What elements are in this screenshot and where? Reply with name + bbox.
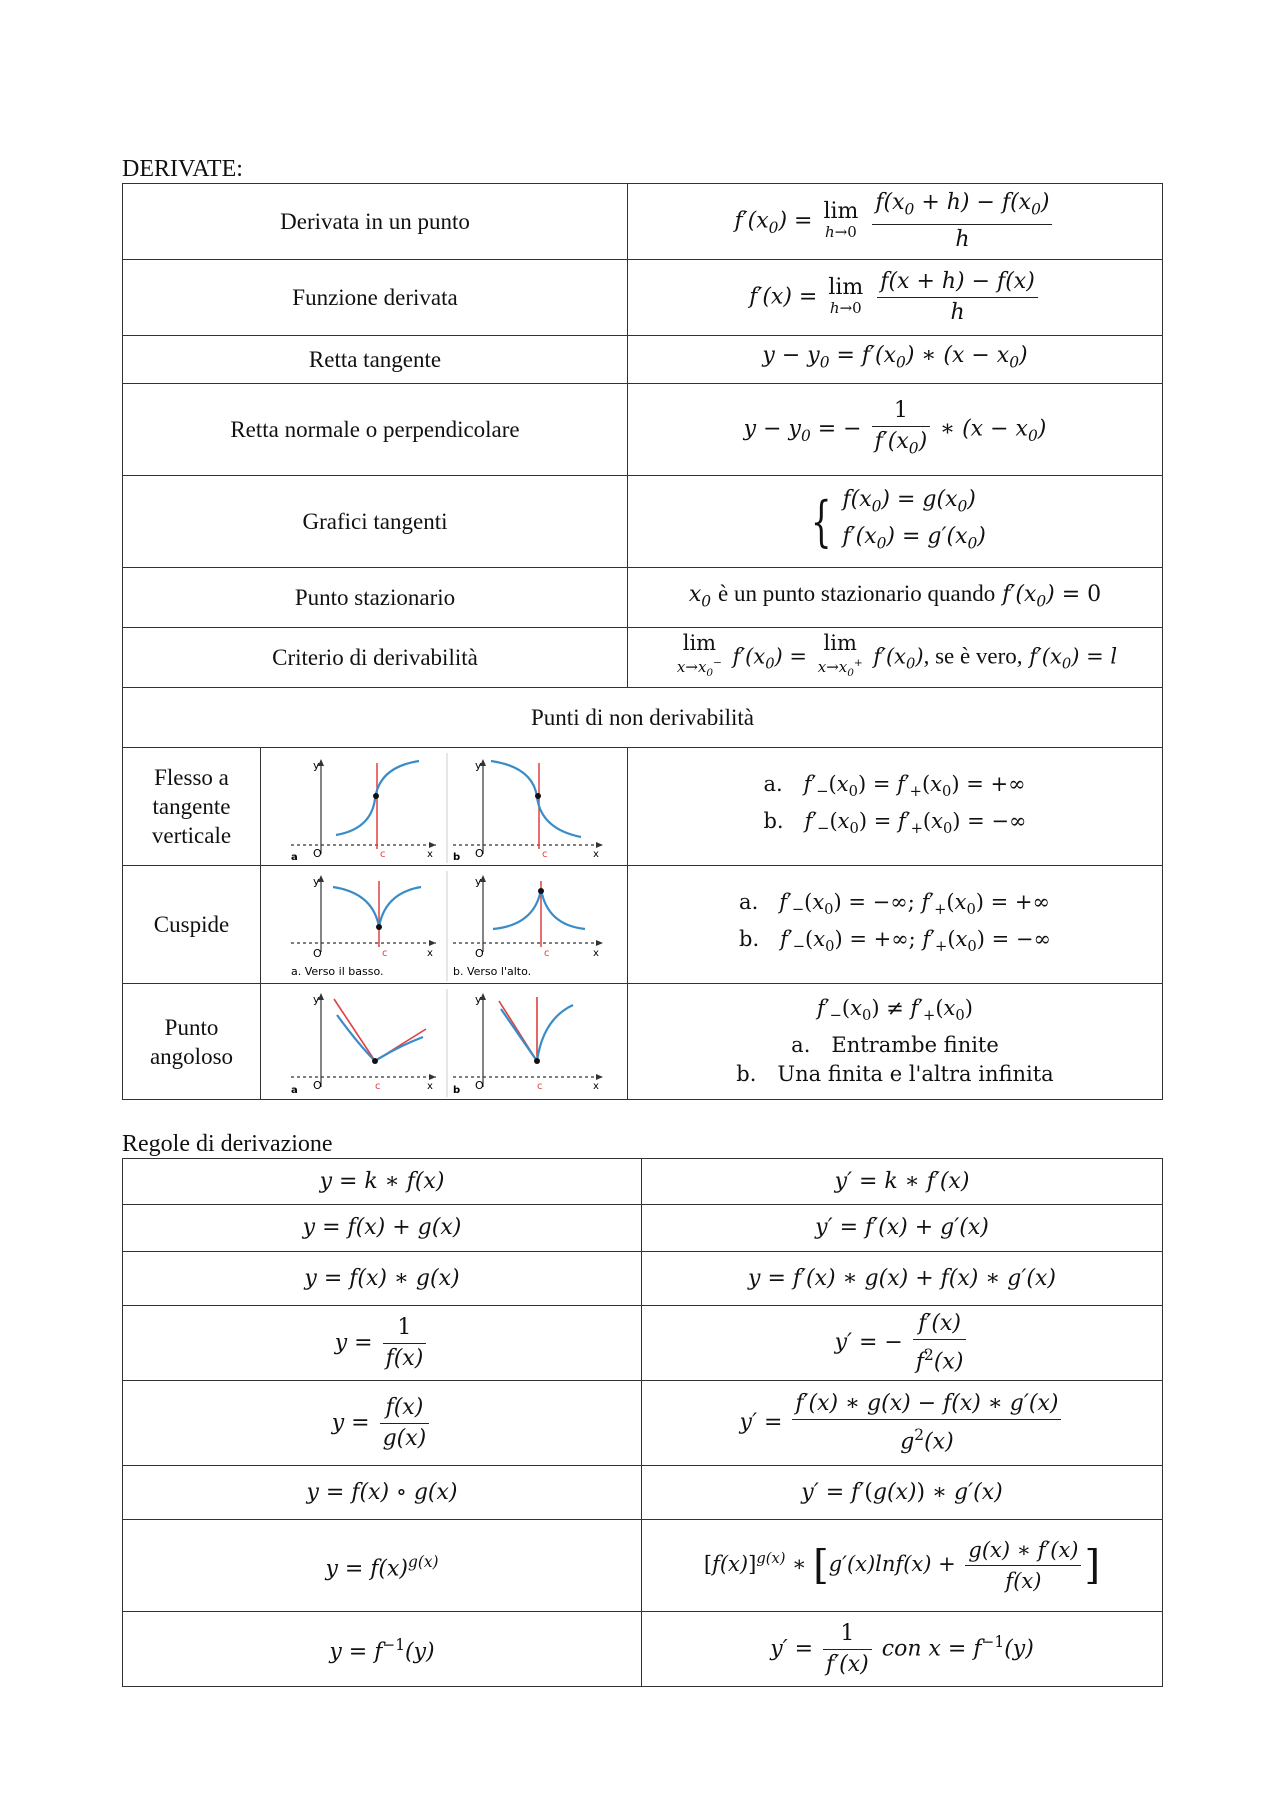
c-label: c xyxy=(375,1080,381,1092)
flesso-graph-b xyxy=(453,759,603,863)
y-label: y xyxy=(475,758,482,772)
c-label: c xyxy=(544,947,550,959)
x-axis-arrow xyxy=(429,1074,436,1080)
c-label: c xyxy=(380,848,386,860)
section-title-derivate: DERIVATE: xyxy=(122,156,243,182)
left-tangent xyxy=(334,999,375,1061)
rule-derivative: y′ = f′(x) + g′(x) xyxy=(642,1205,1163,1252)
c-label: c xyxy=(542,848,548,860)
rule-function: $y = f(x)^{g(x)}$ xyxy=(123,1520,642,1612)
rule-function: y = $\frac{f(x)}{g(x)}$ xyxy=(123,1381,642,1466)
origin-label: O xyxy=(313,846,322,860)
row-label: Grafici tangenti xyxy=(123,476,628,568)
cuspide-graph-a xyxy=(291,875,436,978)
point xyxy=(376,924,382,930)
origin-label: O xyxy=(313,946,322,960)
table-row xyxy=(123,748,1163,866)
angoloso-figure xyxy=(261,984,628,1100)
x-axis-arrow xyxy=(596,940,603,946)
y-label: y xyxy=(313,758,320,772)
cuspide-graphs xyxy=(261,867,628,983)
caption-b: b. Verso l'alto. xyxy=(453,964,532,978)
y-label: y xyxy=(313,992,320,1006)
row-label: Funzione derivata xyxy=(123,260,628,336)
table-row xyxy=(123,476,1163,568)
derivate-table xyxy=(122,183,1163,1100)
table-row xyxy=(123,260,1163,336)
table-row xyxy=(123,1159,1163,1205)
rule-derivative: y′ = $\frac{1}{f'(x)}$ con $x = f^{-1}(y)$ xyxy=(642,1612,1163,1687)
angoloso-graph-a xyxy=(291,993,436,1096)
row-label: Retta tangente xyxy=(123,336,628,384)
origin-label: O xyxy=(475,1078,484,1092)
formula-retta-tangente: $y - y_0 = f'(x_0)$ ∗ $(x - x_0)$ xyxy=(628,336,1163,384)
table-row xyxy=(123,688,1163,748)
option-label: a. xyxy=(791,1032,811,1057)
c-label: c xyxy=(537,1080,543,1092)
option-text: Una finita e l'altra infinita xyxy=(777,1061,1054,1086)
table-row xyxy=(123,1381,1163,1466)
table-row xyxy=(123,866,1163,984)
cuspide-formulas xyxy=(628,866,1163,984)
regole-table xyxy=(122,1158,1163,1687)
c-label: c xyxy=(382,947,388,959)
table-row xyxy=(123,1306,1163,1381)
table-row xyxy=(123,568,1163,628)
x-label: x xyxy=(593,848,599,860)
table-row xyxy=(123,184,1163,260)
formula-derivata-punto: $f'(x_0)$ = lim h→0 $\frac{f(x_0 + h) - f(x_0)}{h}$ xyxy=(628,184,1163,260)
cuspide-options: a. $f'_-(x_0)$ = −∞; $f'_+(x_0)$ = +∞ b. $f'_-(x_0)$ = +∞; $f'_+(x_0)$ = −∞ xyxy=(739,890,1051,955)
x-label: x xyxy=(427,1080,433,1092)
point xyxy=(534,1058,540,1064)
cuspide-graph-b xyxy=(453,875,603,978)
x-label: x xyxy=(427,947,433,959)
origin-label: O xyxy=(475,846,484,860)
x-axis-arrow xyxy=(596,842,603,848)
table-row xyxy=(123,1205,1163,1252)
option-label: a. xyxy=(739,890,759,915)
x-axis-arrow xyxy=(429,940,436,946)
rule-derivative: $[f(x)]^{g(x)}$ ∗ [g′(x)lnf(x) + $\frac{g(x) ∗ f'(x)}{f(x)}$ ] xyxy=(642,1520,1163,1612)
rule-function: y = f(x) ∘ g(x) xyxy=(123,1466,642,1520)
formula-funzione-derivata: f′(x) = lim h→0 $\frac{f(x + h) - f(x)}{h}$ xyxy=(628,260,1163,336)
table-row xyxy=(123,1612,1163,1687)
rule-function: y = $\frac{1}{f(x)}$ xyxy=(123,1306,642,1381)
y-label: y xyxy=(313,874,320,888)
row-label: Punto stazionario xyxy=(123,568,628,628)
row-label: Criterio di derivabilità xyxy=(123,628,628,688)
rule-function: $y = f^{-1}(y)$ xyxy=(123,1612,642,1687)
flesso-formulas xyxy=(628,748,1163,866)
flesso-graph-a xyxy=(291,759,436,863)
rule-function: y = f(x) + g(x) xyxy=(123,1205,642,1252)
rule-derivative: y′ = k ∗ f′(x) xyxy=(642,1159,1163,1205)
flesso-figure xyxy=(261,748,628,866)
curve xyxy=(491,761,581,837)
angoloso-label: Punto angoloso xyxy=(123,984,261,1100)
x-axis-arrow xyxy=(429,842,436,848)
formula-criterio-derivabilita: lim $x\to x_0^-$ $f'(x_0)$ = lim $x\to x_0^+$ $f'(x_0)$, se è vero, $f'(x_0) = l$ xyxy=(628,628,1163,688)
cuspide-figure xyxy=(261,866,628,984)
point xyxy=(535,793,541,799)
x-axis-arrow xyxy=(596,1074,603,1080)
table-row xyxy=(123,1466,1163,1520)
option-label: b. xyxy=(763,808,784,833)
section-title-regole: Regole di derivazione xyxy=(122,1131,333,1157)
y-label: y xyxy=(475,992,482,1006)
table-row xyxy=(123,1252,1163,1306)
option-label: a. xyxy=(763,772,783,797)
angoloso-options: $f'_-(x_0) \ne f'_+(x_0)$ a. Entrambe finite b. Una finita e l'altra infinita xyxy=(736,996,1054,1086)
table-row xyxy=(123,1520,1163,1612)
cuspide-label: Cuspide xyxy=(123,866,261,984)
x-label: x xyxy=(593,947,599,959)
row-label: Retta normale o perpendicolare xyxy=(123,384,628,476)
rule-function: y = k ∗ f(x) xyxy=(123,1159,642,1205)
criterio-text: , se è vero, xyxy=(923,643,1023,668)
panel-label: b xyxy=(453,1084,461,1096)
table-row xyxy=(123,984,1163,1100)
point xyxy=(538,888,544,894)
flesso-graphs xyxy=(261,749,628,865)
y-label: y xyxy=(475,874,482,888)
flesso-label: Flesso a tangente verticale xyxy=(123,748,261,866)
angoloso-formulas xyxy=(628,984,1163,1100)
curve xyxy=(333,887,421,927)
option-text: Entrambe finite xyxy=(831,1032,999,1057)
table-row xyxy=(123,384,1163,476)
rule-derivative: y′ = f′(g(x)) ∗ g′(x) xyxy=(642,1466,1163,1520)
table-row xyxy=(123,628,1163,688)
panel-label: a xyxy=(291,1084,298,1096)
rule-derivative: y′ = − $\frac{f'(x)}{f^2(x)}$ xyxy=(642,1306,1163,1381)
point xyxy=(372,1058,378,1064)
rule-function: y = f(x) ∗ g(x) xyxy=(123,1252,642,1306)
option-label: b. xyxy=(736,1061,757,1086)
formula-punto-stazionario: $x_0$ è un punto stazionario quando $f'(x_0) = 0$ xyxy=(628,568,1163,628)
caption-a: a. Verso il basso. xyxy=(291,964,384,978)
stazionario-text: è un punto stazionario quando xyxy=(718,580,996,606)
origin-label: O xyxy=(313,1078,322,1092)
option-label: b. xyxy=(739,926,760,951)
non-derivabilita-title: Punti di non derivabilità xyxy=(123,688,1163,748)
row-label: Derivata in un punto xyxy=(123,184,628,260)
x-label: x xyxy=(593,1080,599,1092)
panel-label: b xyxy=(453,851,461,863)
flesso-options: a. $f'_-(x_0) = f'_+(x_0)$ = +∞ b. $f'_-(x_0) = f'_+(x_0)$ = −∞ xyxy=(763,772,1027,837)
formula-retta-normale: $y - y_0$ = − $\frac{1}{f'(x_0)}$ ∗ $(x - x_0)$ xyxy=(628,384,1163,476)
origin-label: O xyxy=(475,946,484,960)
formula-grafici-tangenti: { $f(x_0) = g(x_0)$ $f'(x_0) = g'(x_0)$ xyxy=(628,476,1163,568)
curve xyxy=(493,889,585,929)
rule-derivative: y = f′(x) ∗ g(x) + f(x) ∗ g′(x) xyxy=(642,1252,1163,1306)
con-text: con xyxy=(881,1636,922,1661)
rule-derivative: y′ = $\frac{f'(x) ∗ g(x) - f(x) ∗ g'(x)}{g^2(x)}$ xyxy=(642,1381,1163,1466)
angoloso-graphs xyxy=(261,985,628,1099)
angoloso-graph-b xyxy=(453,993,603,1096)
point xyxy=(373,793,379,799)
x-label: x xyxy=(427,848,433,860)
panel-label: a xyxy=(291,851,298,863)
table-row xyxy=(123,336,1163,384)
